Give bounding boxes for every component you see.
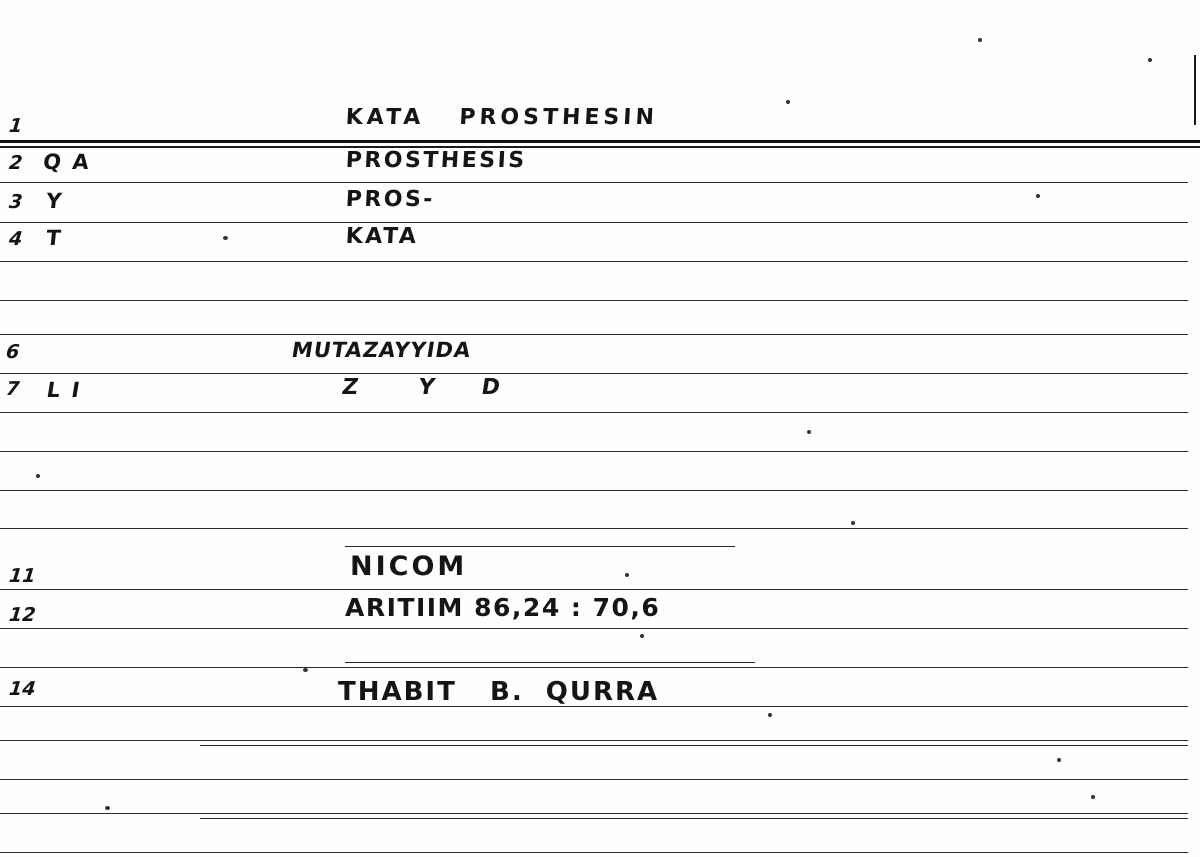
row-number: 3: [8, 191, 24, 213]
speck: [105, 806, 110, 810]
rule-line-13: [0, 628, 1188, 629]
row-code: L I: [45, 378, 84, 402]
rule-line-14: [0, 667, 1188, 668]
speck: [807, 430, 811, 434]
speck: [1091, 795, 1095, 799]
row-text: MUTAZAYYIDA: [290, 338, 474, 362]
rule-line-1: [0, 140, 1200, 143]
row-text: PROS-: [345, 187, 436, 212]
row-number: 1: [8, 115, 24, 137]
speck: [36, 474, 40, 478]
rule-line-11: [0, 528, 1188, 529]
rule-line-10: [0, 490, 1188, 491]
rule-line-6: [0, 334, 1188, 335]
row-text: ARITIIM 86,24 : 70,6: [345, 593, 661, 622]
row-number: 11: [8, 565, 37, 587]
speck: [978, 38, 982, 42]
speck: [1148, 58, 1152, 62]
rule-line-1b: [0, 146, 1200, 148]
rule-line-19: [0, 852, 1188, 853]
row-number: 6: [5, 341, 21, 363]
speck: [851, 521, 855, 525]
row-number: 4: [8, 228, 24, 250]
row-text: KATA: [345, 224, 420, 249]
rule-line-18: [0, 813, 1188, 814]
row-number: 7: [5, 378, 21, 400]
rule-line-18b: [200, 818, 1188, 819]
rule-line-5: [0, 300, 1188, 301]
speck: [768, 713, 772, 717]
row-text: NICOM: [350, 551, 468, 582]
row-number: 12: [8, 604, 37, 626]
rule-line-17: [0, 779, 1188, 780]
row-text: Z Y D: [340, 375, 508, 400]
rule-line-16b: [200, 745, 1188, 746]
rule-line-4: [0, 261, 1188, 262]
rule-line-3: [0, 222, 1188, 223]
rule-line-2: [0, 182, 1188, 183]
rule-line-16: [0, 740, 1188, 741]
rule-line-12: [0, 589, 1188, 590]
rule-line-8: [0, 412, 1188, 413]
rule-line-9: [0, 451, 1188, 452]
row-code: Y: [45, 189, 65, 213]
rule-line-13-short: [345, 662, 755, 663]
rule-line-7: [0, 373, 1188, 374]
row-text: PROSTHESIS: [345, 148, 528, 173]
speck: [640, 634, 644, 638]
speck: [1036, 194, 1040, 198]
row-number: 14: [8, 678, 37, 700]
row-number: 2: [8, 152, 24, 174]
rule-line-11-short: [345, 546, 735, 547]
row-code: T: [45, 226, 64, 250]
speck: [786, 100, 790, 104]
speck: [1057, 758, 1061, 762]
speck: [303, 668, 308, 672]
edge-mark-right: [1194, 55, 1196, 125]
row-text: THABIT B. QURRA: [338, 677, 660, 707]
speck: [625, 573, 629, 577]
speck: [223, 236, 228, 240]
row-code: Q A: [42, 150, 92, 174]
row-text: KATA PROSTHESIN: [345, 105, 659, 130]
